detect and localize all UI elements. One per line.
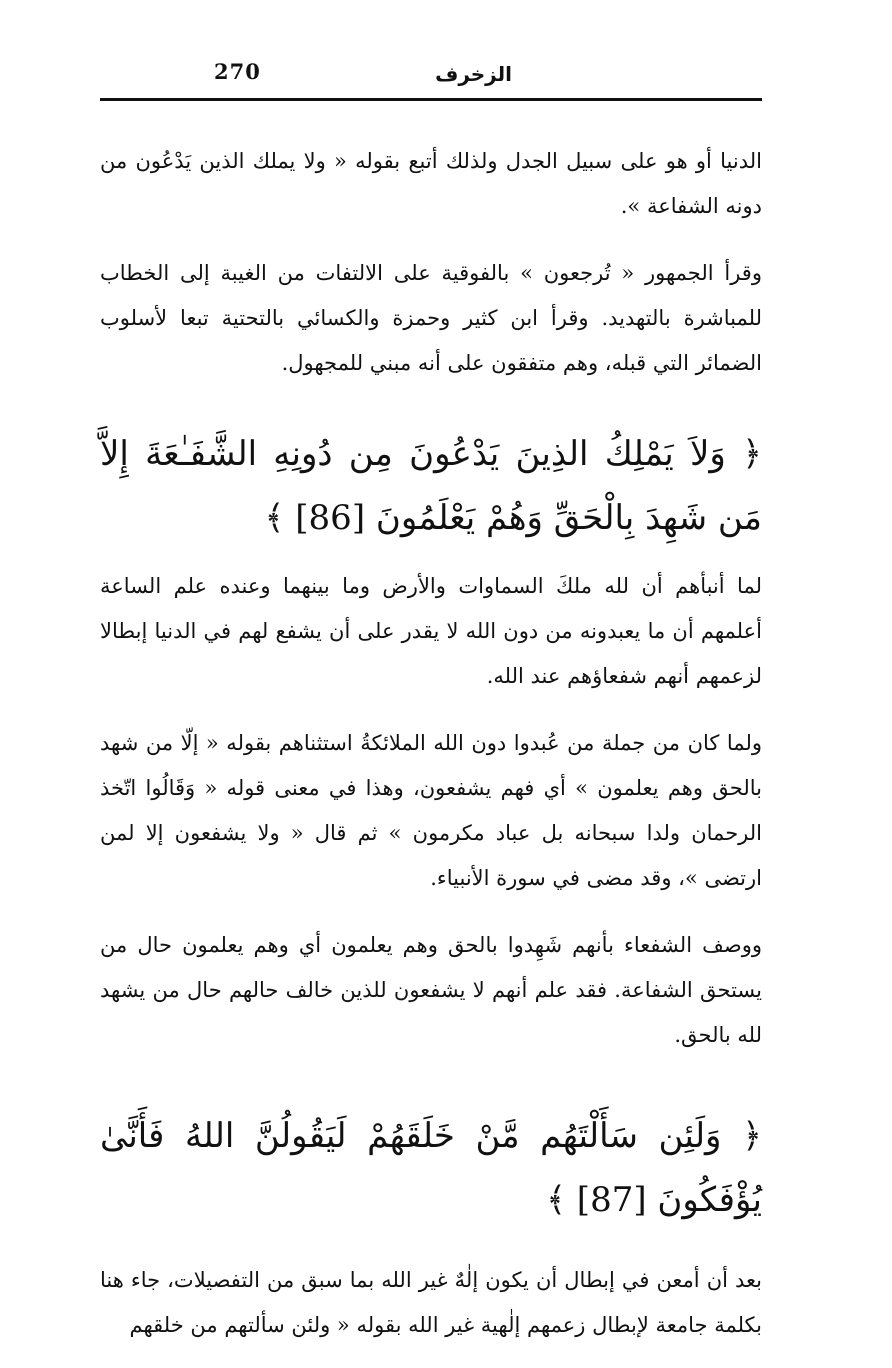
book-page <box>100 48 762 1348</box>
paragraph-4: ولما كان من جملة من عُبدوا دون الله الملائكةُ استثناهم بقوله « إلّا من شهد بالحق وهم يعلمون » أي فهم يشفعون، وهذا في معنى قوله « وَقَالُوا اتّخذ الرحمان ولدا سبحانه بل عباد مكرمون » ثم قال « ولا يشفعون إلا لمن ارتضى »، وقد مضى في سورة الأنبياء. <box>100 731 762 890</box>
paragraph-3: لما أنبأهم أن لله ملكَ السماوات والأرض وما بينهما وعنده علم الساعة أعلمهم أن ما يعبدونه من دون الله لا يقدر على أن يشفع لهم في الدنيا إبطالا لزعمهم أنهم شفعاؤهم عند الله. <box>100 574 762 688</box>
page-header <box>100 48 762 101</box>
paragraph-6: بعد أن أمعن في إبطال أن يكون إلٰهٌ غير الله بما سبق من التفصيلات، جاء هنا بكلمة جامعة لإبطال زعمهم إلٰهية غير الله بقوله « ولئن سألتهم من خلقهم <box>100 1268 762 1337</box>
page-body <box>100 139 762 1348</box>
quran-verse-87: ﴿ وَلَئِن سَأَلْتَهُم مَّنْ خَلَقَهُمْ لَيَقُولُنَّ اللهُ فَأَنَّىٰ يُؤْفَكُونَ [87] ﴾ <box>100 1116 762 1220</box>
paragraph-1: الدنيا أو هو على سبيل الجدل ولذلك أتبع بقوله « ولا يملك الذين يَدْعُون من دونه الشفاعة ». <box>100 149 762 218</box>
running-title: الزخرف <box>435 62 512 86</box>
paragraph-2: وقرأ الجمهور « تُرجعون » بالفوقية على الالتفات من الغيبة إلى الخطاب للمباشرة بالتهديد. وقرأ ابن كثير وحمزة والكسائي بالتحتية تبعا لأسلوب الضمائر التي قبله، وهم متفقون على أنه مبني للمجهول. <box>100 261 762 375</box>
quran-verse-86: ﴿ وَلاَ يَمْلِكُ الذِينَ يَدْعُونَ مِن دُونِهِ الشَّفَـٰعَةَ إِلاَّ مَن شَهِدَ بِالْحَقِّ وَهُمْ يَعْلَمُونَ [86] ﴾ <box>100 434 762 538</box>
paragraph-5: ووصف الشفعاء بأنهم شَهِدوا بالحق وهم يعلمون أي وهم يعلمون حال من يستحق الشفاعة. فقد علم أنهم لا يشفعون للذين خالف حالهم حال من يشهد لله بالحق. <box>100 933 762 1047</box>
page-number: 270 <box>214 59 261 84</box>
